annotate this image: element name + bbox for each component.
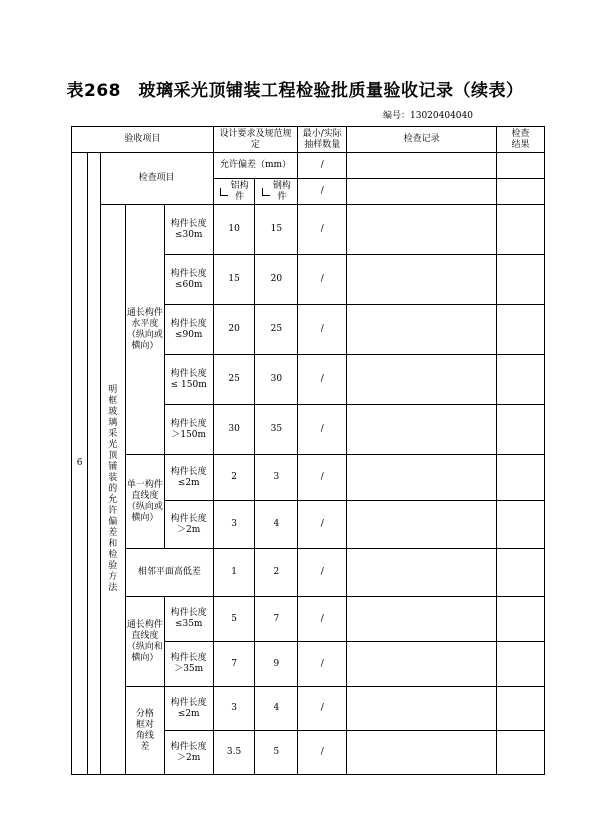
condition-cell: 构件长度≤60m — [164, 255, 213, 305]
main-group-label: 明框玻璃采光顶铺装的允许偏差和检验方法 — [100, 205, 125, 775]
condition-cell: 构件长度≤2m — [164, 687, 213, 731]
sample-cell: / — [298, 501, 347, 549]
aluminum-value: 25 — [213, 355, 255, 405]
page-title: 表268 玻璃采光顶铺装工程检验批质量验收记录（续表） — [66, 81, 524, 101]
sample-cell: / — [298, 405, 347, 455]
aluminum-option[interactable]: 铝构件 — [213, 179, 255, 205]
record-cell[interactable] — [347, 405, 497, 455]
aluminum-value: 3 — [213, 687, 255, 731]
result-cell[interactable] — [497, 255, 545, 305]
header-design: 设计要求及规范规定 — [213, 127, 298, 153]
steel-value: 4 — [255, 687, 298, 731]
condition-cell: 构件长度＞150m — [164, 405, 213, 455]
checkbox-icon[interactable] — [262, 188, 270, 196]
steel-value: 9 — [255, 642, 298, 687]
group-label-4: 分格框对角线差 — [125, 687, 164, 775]
record-cell[interactable] — [347, 455, 497, 501]
steel-value: 20 — [255, 255, 298, 305]
aluminum-value: 30 — [213, 405, 255, 455]
record-cell[interactable] — [347, 355, 497, 405]
checkbox-icon[interactable] — [220, 188, 228, 196]
condition-cell: 构件长度≤35m — [164, 597, 213, 642]
record-cell[interactable] — [347, 549, 497, 597]
sample-cell: / — [298, 355, 347, 405]
sample-cell: / — [298, 731, 347, 775]
sample-cell: / — [298, 255, 347, 305]
header-result: 检查结果 — [497, 127, 545, 153]
record-cell[interactable] — [347, 642, 497, 687]
steel-value: 4 — [255, 501, 298, 549]
result-cell[interactable] — [497, 687, 545, 731]
inspection-table — [71, 126, 545, 775]
record-cell[interactable] — [347, 597, 497, 642]
sample-cell: / — [298, 687, 347, 731]
condition-cell: 构件长度＞2m — [164, 731, 213, 775]
sample-cell: / — [298, 455, 347, 501]
check-item-label: 检查项目 — [100, 153, 213, 205]
sample-cell: / — [298, 642, 347, 687]
condition-cell: 构件长度≤30m — [164, 205, 213, 255]
record-cell[interactable] — [347, 255, 497, 305]
condition-cell: 相邻平面高低差 — [125, 549, 213, 597]
aluminum-value: 5 — [213, 597, 255, 642]
record-cell[interactable] — [347, 179, 497, 205]
aluminum-value: 3.5 — [213, 731, 255, 775]
table-row — [72, 205, 545, 255]
table-row — [72, 597, 545, 642]
result-cell[interactable] — [497, 179, 545, 205]
check-item-row — [72, 153, 545, 179]
record-cell[interactable] — [347, 687, 497, 731]
record-cell[interactable] — [347, 501, 497, 549]
condition-cell: 构件长度＞35m — [164, 642, 213, 687]
condition-cell: 构件长度＞2m — [164, 501, 213, 549]
document-code: 编号：13020404040 — [383, 111, 473, 121]
aluminum-value: 20 — [213, 305, 255, 355]
result-cell[interactable] — [497, 549, 545, 597]
condition-cell: 构件长度≤2m — [164, 455, 213, 501]
aluminum-value: 10 — [213, 205, 255, 255]
steel-value: 5 — [255, 731, 298, 775]
record-cell[interactable] — [347, 153, 497, 179]
record-cell[interactable] — [347, 205, 497, 255]
header-sample: 最小/实际抽样数量 — [298, 127, 347, 153]
result-cell[interactable] — [497, 642, 545, 687]
sample-cell: / — [298, 549, 347, 597]
record-cell[interactable] — [347, 305, 497, 355]
sample-cell: / — [298, 205, 347, 255]
aluminum-value: 3 — [213, 501, 255, 549]
result-cell[interactable] — [497, 355, 545, 405]
result-cell[interactable] — [497, 405, 545, 455]
result-cell[interactable] — [497, 455, 545, 501]
steel-value: 15 — [255, 205, 298, 255]
steel-value: 35 — [255, 405, 298, 455]
result-cell[interactable] — [497, 205, 545, 255]
aluminum-value: 7 — [213, 642, 255, 687]
condition-cell: 构件长度≤90m — [164, 305, 213, 355]
sample-cell: / — [298, 153, 347, 179]
aluminum-value: 1 — [213, 549, 255, 597]
result-cell[interactable] — [497, 731, 545, 775]
record-cell[interactable] — [347, 731, 497, 775]
header-row — [72, 127, 545, 153]
sample-cell: / — [298, 179, 347, 205]
table-row — [72, 549, 545, 597]
group-label-3: 通长构件直线度（纵向和横向） — [125, 597, 164, 687]
group-label-1: 通长构件水平度（纵向或横向） — [125, 205, 164, 455]
aluminum-value: 2 — [213, 455, 255, 501]
table-row — [72, 455, 545, 501]
seq-number: 6 — [72, 153, 88, 775]
sample-cell: / — [298, 305, 347, 355]
blank-col — [88, 153, 100, 775]
allow-dev-label: 允许偏差（mm） — [213, 153, 298, 179]
steel-value: 3 — [255, 455, 298, 501]
table-row — [72, 687, 545, 731]
aluminum-value: 15 — [213, 255, 255, 305]
condition-cell: 构件长度≤ 150m — [164, 355, 213, 405]
steel-value: 30 — [255, 355, 298, 405]
steel-value: 7 — [255, 597, 298, 642]
group-label-2: 单一构件直线度（纵向或横向） — [125, 455, 164, 549]
sample-cell: / — [298, 597, 347, 642]
result-cell[interactable] — [497, 501, 545, 549]
steel-option[interactable]: 钢构件 — [255, 179, 298, 205]
steel-value: 25 — [255, 305, 298, 355]
header-item: 验收项目 — [72, 127, 214, 153]
result-cell[interactable] — [497, 305, 545, 355]
result-cell[interactable] — [497, 153, 545, 179]
result-cell[interactable] — [497, 597, 545, 642]
steel-value: 2 — [255, 549, 298, 597]
header-record: 检查记录 — [347, 127, 497, 153]
